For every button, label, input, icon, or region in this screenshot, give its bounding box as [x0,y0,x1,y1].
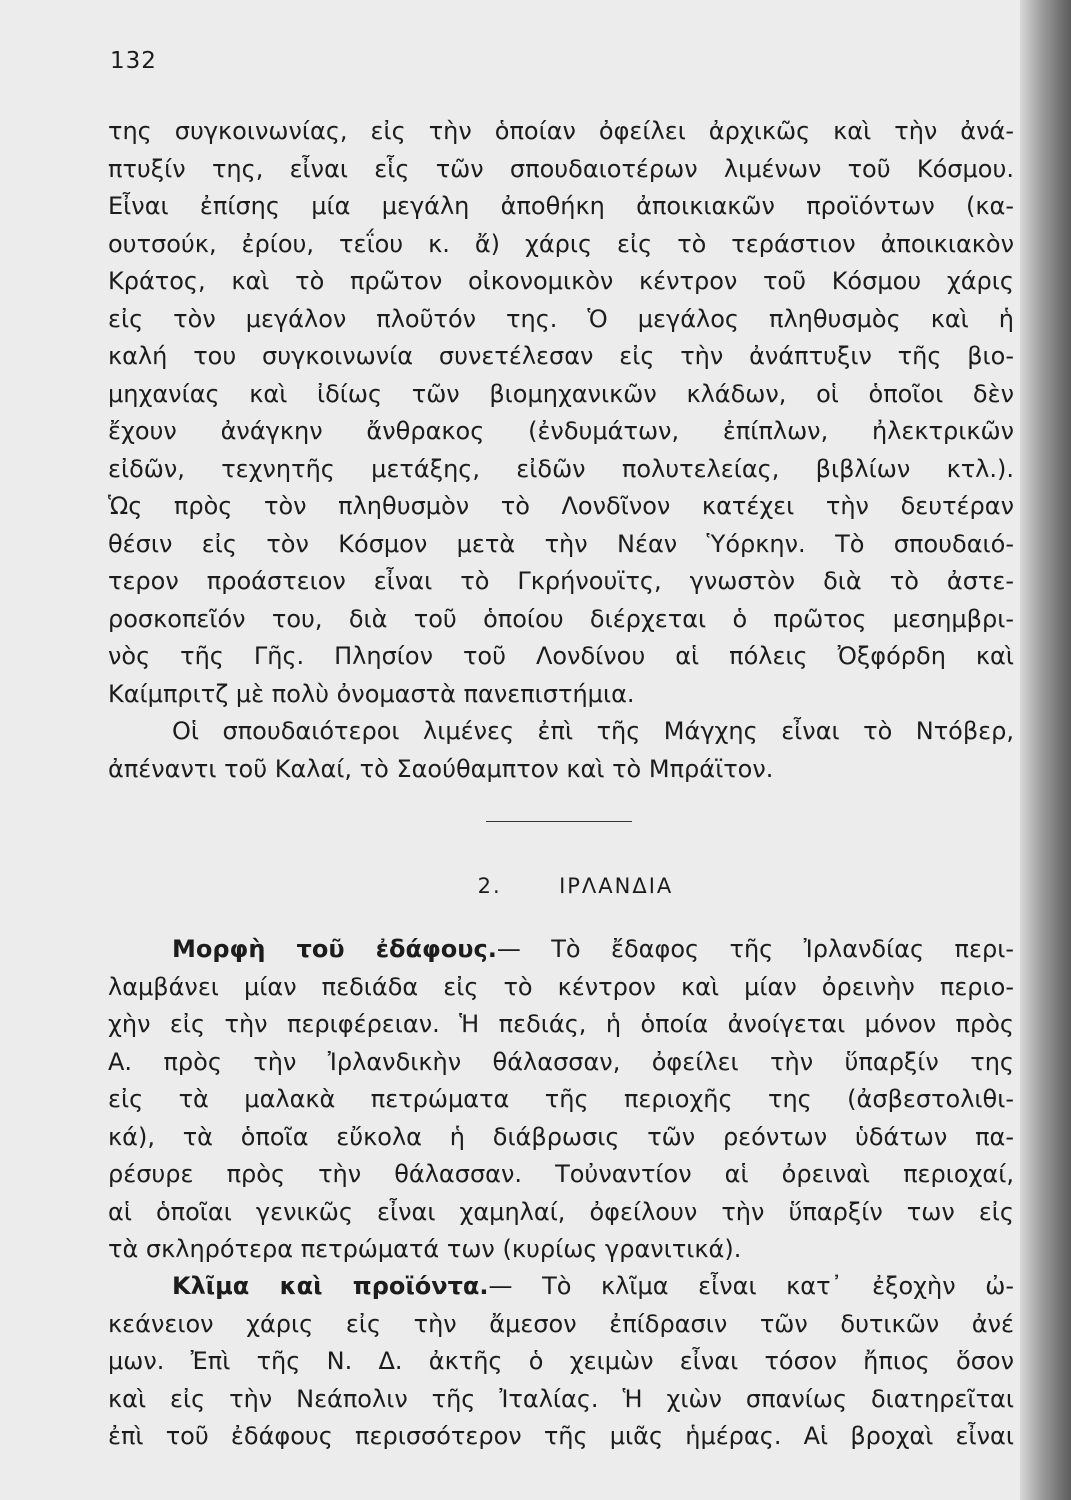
text-line: πτυξίν της, εἶναι εἷς τῶν σπουδαιοτέρων λιμένων τοῦ Κόσμου. [108,154,1014,183]
text-run: — Τὸ κλῖμα εἶναι κατ᾽ ἐξοχὴν ὠ- [488,1272,1014,1300]
london-paragraph [108,113,1014,788]
subheading-relief: Μορφὴ τοῦ ἐδάφους. [172,935,497,963]
text-run: — Τὸ ἔδαφος τῆς Ἰρλανδίας περι- [496,935,1014,963]
text-line: μων. Ἐπὶ τῆς Ν. Δ. ἀκτῆς ὁ χειμὼν εἶναι τόσον ἤπιος ὅσον [108,1347,1014,1375]
section-divider [486,821,632,822]
text-line: Καίμπριτζ μὲ πολὺ ὀνομαστὰ πανεπιστήμια. [108,679,635,708]
text-line: καὶ εἰς τὴν Νεάπολιν τῆς Ἰταλίας. Ἡ χιὼν σπανίως διατηρεῖται [108,1384,1014,1413]
text-line: ουτσούκ, ἐρίου, τεΐου κ. ἄ) χάρις εἰς τὸ τεράστιον ἀποικιακὸν [108,229,1014,258]
climate-paragraph [108,1268,1014,1456]
text-line: μηχανίας καὶ ἰδίως τῶν βιομηχανικῶν κλάδων, οἱ ὁποῖοι δὲν [108,379,1014,408]
text-line: λαμβάνει μίαν πεδιάδα εἰς τὸ κέντρον καὶ μίαν ὀρεινὴν περιο- [108,972,1014,1001]
text-line: χὴν εἰς τὴν περιφέρειαν. Ἡ πεδιάς, ἡ ὁποία ἀνοίγεται μόνον πρὸς [108,1010,1014,1038]
text-line: εἰς τὸν μεγάλον πλοῦτόν της. Ὁ μεγάλος πληθυσμὸς καὶ ἡ [108,304,1014,333]
text-line: Οἱ σπουδαιότεροι λιμένες ἐπὶ τῆς Μάγχης εἶναι τὸ Ντόβερ, [172,717,1014,745]
text-line: αἱ ὁποῖαι γενικῶς εἶναι χαμηλαί, ὀφείλουν τὴν ὕπαρξίν των εἰς [108,1197,1014,1226]
section-heading [0,874,1071,898]
section-number: 2. [477,874,502,898]
text-line: κά), τὰ ὁποῖα εὔκολα ἡ διάβρωσις τῶν ρεόντων ὑδάτων πα- [108,1122,1014,1151]
text-line: ἔχουν ἀνάγκην ἄνθρακος (ἐνδυμάτων, ἐπίπλων, ἠλεκτρικῶν [108,417,1014,445]
text-line: ρέσυρε πρὸς τὴν θάλασσαν. Τοὐναντίον αἱ ὀρειναὶ περιοχαί, [108,1160,1014,1188]
text-line: Α. πρὸς τὴν Ἰρλανδικὴν θάλασσαν, ὀφείλει τὴν ὕπαρξίν της [108,1047,1014,1076]
text-line: νὸς τῆς Γῆς. Πλησίον τοῦ Λονδίνου αἱ πόλεις Ὀξφόρδη καὶ [108,642,1014,670]
section-title: ΙΡΛΑΝΔΙΑ [559,874,674,898]
text-line: καλή του συγκοινωνία συνετέλεσαν εἰς τὴν ἀνάπτυξιν τῆς βιο- [108,342,1014,370]
subheading-climate: Κλῖμα καὶ προϊόντα. [172,1272,489,1300]
book-spine-shadow [1020,0,1071,1500]
text-line: ἐπὶ τοῦ ἐδάφους περισσότερον τῆς μιᾶς ἡμέρας. Αἱ βροχαὶ εἶναι [108,1422,1014,1450]
text-line: Ὡς πρὸς τὸν πληθυσμὸν τὸ Λονδῖνον κατέχει τὴν δευτέραν [108,492,1014,520]
page-number: 132 [110,48,157,74]
text-line: τερον προάστειον εἶναι τὸ Γκρήνουϊτς, γνωστὸν διὰ τὸ ἀστε- [108,567,1014,595]
text-line: κεάνειον χάρις εἰς τὴν ἄμεσον ἐπίδρασιν τῶν δυτικῶν ἀνέ [108,1309,1014,1338]
text-line: τὰ σκληρότερα πετρώματά των (κυρίως γρανιτικά). [108,1235,742,1263]
text-line: ροσκοπεῖόν του, διὰ τοῦ ὁποίου διέρχεται ὁ πρῶτος μεσημβρι- [108,604,1014,633]
relief-paragraph [108,931,1014,1269]
text-line: εἰς τὰ μαλακὰ πετρώματα τῆς περιοχῆς της (ἀσβεστολιθι- [108,1085,1014,1113]
text-line: θέσιν εἰς τὸν Κόσμον μετὰ τὴν Νέαν Ὑόρκην. Τὸ σπουδαιό- [108,529,1014,558]
text-line: εἰδῶν, τεχνητῆς μετάξης, εἰδῶν πολυτελείας, βιβλίων κτλ.). [108,454,1014,483]
text-line: της συγκοινωνίας, εἰς τὴν ὁποίαν ὀφείλει ἀρχικῶς καὶ τὴν ἀνά- [108,117,1014,145]
text-line: Εἶναι ἐπίσης μία μεγάλη ἀποθήκη ἀποικιακῶν προϊόντων (κα- [108,192,1014,220]
text-line: Κράτος, καὶ τὸ πρῶτον οἰκονομικὸν κέντρον τοῦ Κόσμου χάρις [108,267,1014,295]
text-line [108,931,1014,969]
text-line [108,1268,1014,1306]
text-line: ἀπέναντι τοῦ Καλαί, τὸ Σαούθαμπτον καὶ τὸ Μπράϊτον. [108,754,774,783]
